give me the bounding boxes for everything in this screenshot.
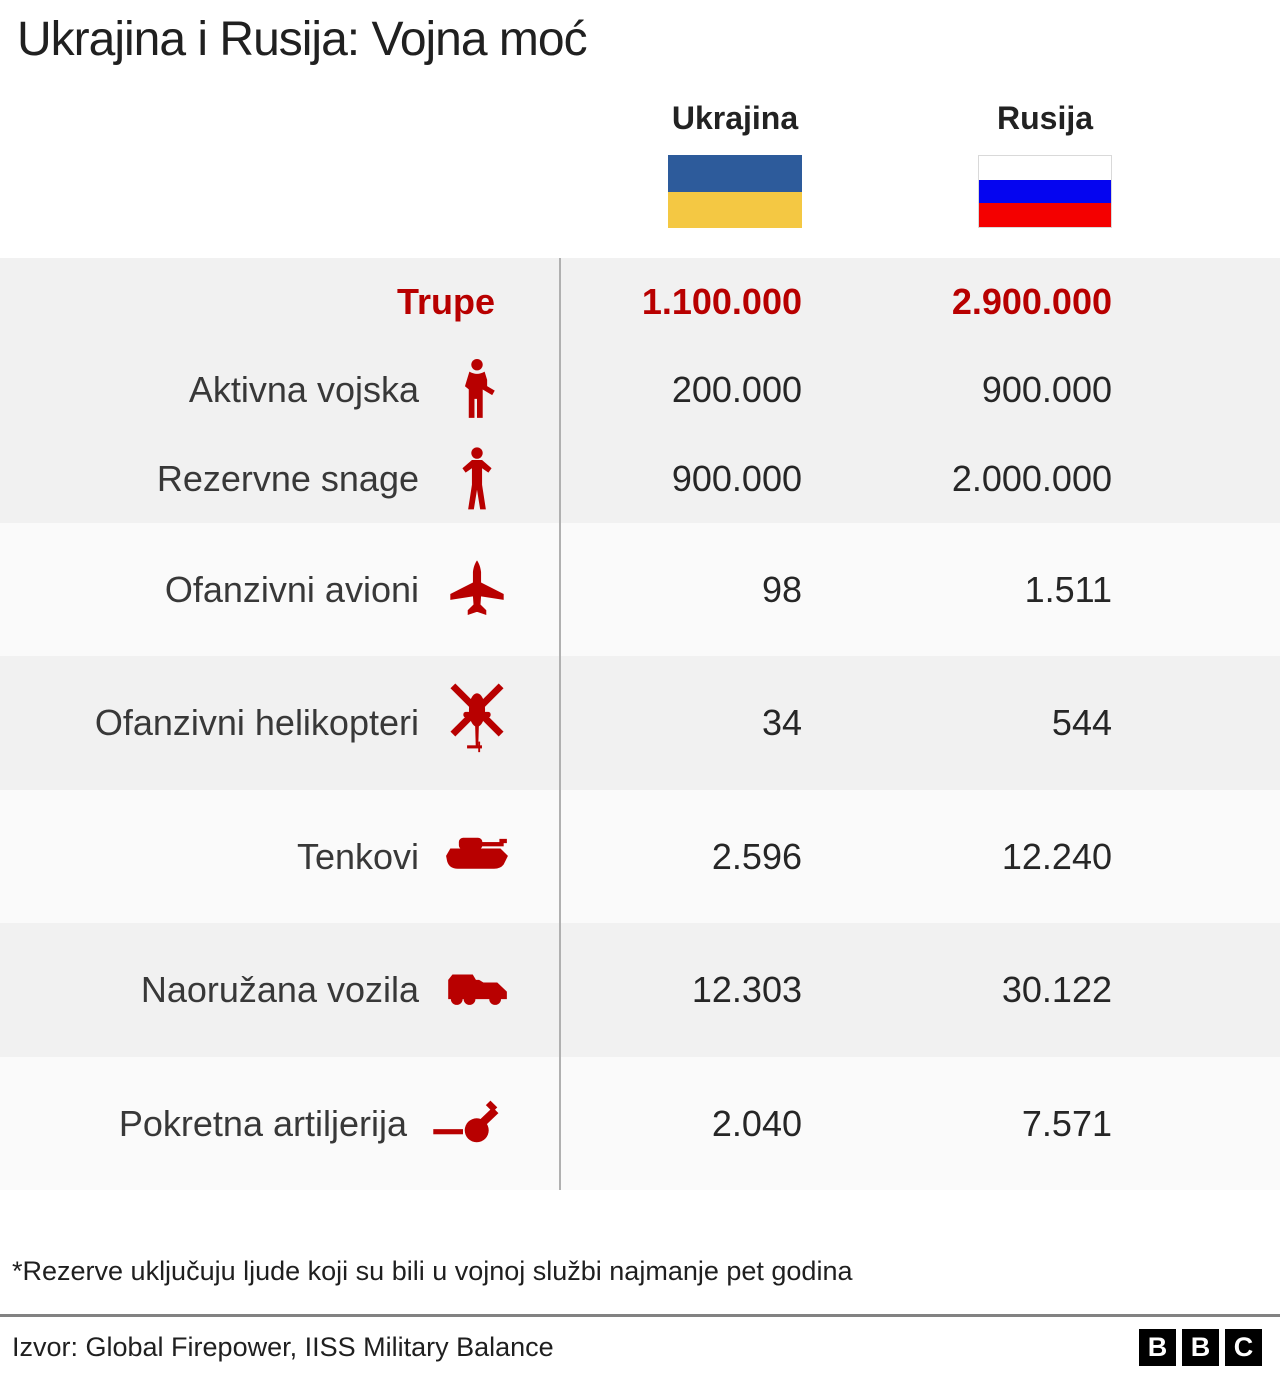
- value-ukraine: 2.596: [711, 835, 802, 877]
- value-russia: 1.511: [1024, 568, 1112, 610]
- value-ukraine: 34: [761, 702, 802, 743]
- soldier-icon: [445, 357, 509, 423]
- tank-icon: [445, 834, 509, 880]
- value-russia: 544: [1051, 702, 1112, 743]
- ukraine-flag-yellow-stripe: [668, 192, 802, 229]
- ukraine-flag-blue-stripe: [668, 155, 802, 192]
- value-russia: 2.900.000: [951, 281, 1112, 322]
- footer: [12, 1327, 1262, 1367]
- table-row-offensive-helicopters: [0, 656, 1280, 790]
- bbc-logo-block: B: [1139, 1329, 1176, 1366]
- russia-flag-blue-stripe: [979, 180, 1111, 204]
- column-header-ukraine: Ukrajina: [671, 100, 799, 136]
- value-russia: 7.571: [1021, 1102, 1112, 1144]
- person-icon: [445, 446, 509, 512]
- row-label-cell: [0, 523, 561, 656]
- value-russia: 12.240: [1001, 835, 1112, 877]
- row-label-cell: [0, 790, 561, 923]
- ukraine-flag: [668, 155, 802, 228]
- value-ukraine: 1.100.000: [641, 281, 802, 322]
- russia-flag: [978, 155, 1112, 228]
- row-label: Ofanzivni helikopteri: [94, 702, 419, 743]
- value-ukraine: 200.000: [671, 369, 802, 410]
- value-ukraine: 12.303: [691, 969, 802, 1010]
- row-label: Ofanzivni avioni: [164, 568, 419, 610]
- table-row-active-army: [0, 346, 1280, 434]
- bbc-logo-block: C: [1225, 1329, 1262, 1366]
- column-header-russia: Rusija: [996, 100, 1094, 136]
- row-label: Trupe: [396, 281, 495, 322]
- table-row-reserve-forces: [0, 434, 1280, 523]
- table-row-tanks: [0, 790, 1280, 923]
- armored-vehicle-icon: [445, 968, 509, 1012]
- row-label-cell: [0, 258, 561, 346]
- value-ukraine: 2.040: [711, 1102, 802, 1144]
- row-label: Aktivna vojska: [188, 369, 419, 410]
- row-label: Rezervne snage: [156, 457, 419, 499]
- table-row-armored-vehicles: [0, 923, 1280, 1057]
- bbc-logo: [1139, 1329, 1262, 1366]
- bbc-logo-block: B: [1182, 1329, 1219, 1366]
- artillery-icon: [433, 1096, 509, 1152]
- russia-flag-white-stripe: [979, 156, 1111, 180]
- jet-icon: [445, 559, 509, 621]
- table-row-troops-total: [0, 258, 1280, 346]
- table-row-offensive-aircraft: [0, 523, 1280, 656]
- page-title: Ukrajina i Rusija: Vojna moć: [17, 13, 587, 66]
- helicopter-icon: [445, 682, 509, 764]
- value-ukraine: 900.000: [671, 457, 802, 499]
- table-row-mobile-artillery: [0, 1057, 1280, 1190]
- row-label-cell: [0, 656, 561, 790]
- row-label-cell: [0, 1057, 561, 1190]
- value-russia: 30.122: [1001, 969, 1112, 1010]
- footer-divider: [0, 1314, 1280, 1317]
- russia-flag-red-stripe: [979, 203, 1111, 227]
- row-label-cell: [0, 434, 561, 523]
- comparison-table: [0, 258, 1280, 1190]
- value-russia: 900.000: [981, 369, 1112, 410]
- row-label: Pokretna artiljerija: [118, 1102, 407, 1144]
- value-ukraine: 98: [761, 568, 802, 610]
- row-label-cell: [0, 346, 561, 434]
- row-label: Tenkovi: [296, 835, 419, 877]
- row-label: Naoružana vozila: [140, 969, 419, 1010]
- row-label-cell: [0, 923, 561, 1057]
- value-russia: 2.000.000: [951, 457, 1112, 499]
- source-text: Izvor: Global Firepower, IISS Military Balance: [12, 1331, 554, 1362]
- footnote: *Rezerve uključuju ljude koji su bili u vojnoj službi najmanje pet godina: [12, 1256, 853, 1286]
